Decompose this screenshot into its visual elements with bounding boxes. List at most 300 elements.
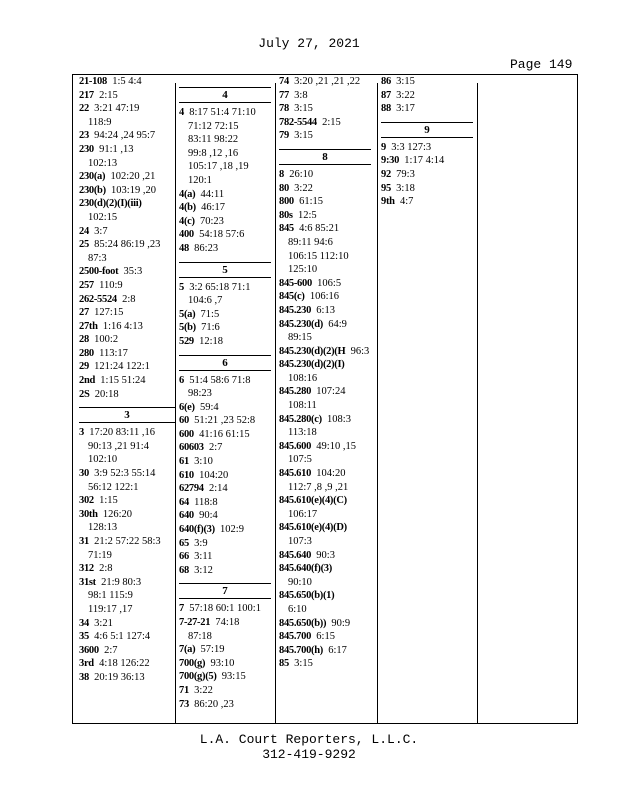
index-entry [79, 630, 175, 644]
index-term: 230(b) [79, 184, 106, 196]
index-entry-continuation [279, 331, 371, 345]
index-entry [279, 116, 371, 130]
page-line-refs: 90:10 [288, 576, 312, 588]
page-line-refs: 56:12 122:1 [88, 481, 139, 493]
index-term: 845.640 [279, 549, 312, 561]
index-entry [279, 440, 371, 454]
index-term: 92 [381, 168, 391, 180]
page-line-refs: 102:9 [220, 524, 244, 536]
page-line-refs: 1:16 4:13 [102, 320, 143, 332]
page-line-refs: 3:21 47:19 [94, 103, 140, 115]
index-term: 312 [79, 563, 94, 575]
page-line-refs: 127:15 [94, 307, 124, 319]
page-line-refs: 90:13 ,21 91:4 [88, 440, 149, 452]
index-term: 27th [79, 320, 98, 332]
page-line-refs: 3:22 [194, 684, 213, 696]
index-entry-continuation [179, 174, 271, 188]
page-number: Page 149 [510, 57, 573, 72]
index-entry [381, 75, 473, 89]
index-column-4 [381, 75, 473, 723]
index-entry [381, 141, 473, 155]
page-line-refs: 49:10 ,15 [316, 440, 356, 452]
index-term: 85 [279, 658, 289, 670]
index-term: 31 [79, 536, 89, 547]
index-entry [79, 576, 175, 590]
index-entry [179, 441, 271, 455]
index-term: 257 [79, 279, 94, 291]
index-term: 73 [179, 698, 189, 710]
index-term: 700(g)(5) [179, 671, 217, 683]
index-entry [79, 129, 175, 143]
page-line-refs: 6:15 [316, 631, 335, 643]
index-term: 23 [79, 130, 89, 142]
index-entry [279, 521, 371, 535]
page-line-refs: 4:6 5:1 127:4 [94, 631, 151, 643]
index-term: 60603 [179, 442, 204, 454]
page-line-refs: 93:10 [210, 657, 235, 669]
page-line-refs: 89:15 [288, 332, 312, 344]
index-entry [79, 279, 175, 293]
index-entry [79, 467, 175, 481]
index-term: 280 [79, 347, 94, 359]
page-line-refs: 3:11 [194, 551, 213, 563]
index-term: 3600 [79, 644, 99, 656]
footer-phone: 312-419-9292 [262, 747, 356, 762]
page-line-refs: 4:6 85:21 [299, 223, 340, 235]
page-line-refs: 3:15 [294, 658, 313, 670]
index-entry-continuation [79, 481, 175, 495]
section-header: 6 [179, 355, 271, 371]
page-line-refs: 3:8 [294, 89, 308, 101]
page-line-refs: 86:23 [194, 242, 219, 254]
index-entry [179, 469, 271, 483]
page-line-refs: 125:10 [288, 264, 318, 276]
page-line-refs: 3:9 52:3 55:14 [94, 468, 156, 480]
index-term: 400 [179, 229, 194, 241]
index-entry [79, 89, 175, 103]
page-line-refs: 2:15 [322, 116, 341, 128]
index-term: 62794 [179, 483, 204, 495]
page-line-refs: 3:15 [294, 103, 313, 115]
index-entry [79, 170, 175, 184]
page-line-refs: 4:18 126:22 [99, 658, 150, 670]
index-term: 6(e) [179, 401, 195, 413]
index-term: 3 [79, 427, 84, 439]
index-entry-continuation [79, 157, 175, 171]
page-line-refs: 51:21 ,23 52:8 [194, 415, 256, 427]
page-line-refs: 107:24 [316, 386, 346, 398]
page-line-refs: 2:14 [209, 483, 228, 495]
page-line-refs: 79:3 [396, 168, 415, 180]
index-entry [179, 374, 271, 388]
index-term: 87 [381, 89, 391, 101]
index-column-5 [481, 75, 573, 723]
page-line-refs: 3:15 [294, 130, 313, 142]
index-entry [279, 304, 371, 318]
page-line-refs: 128:13 [88, 522, 118, 534]
index-entry [79, 644, 175, 658]
index-term: 86 [381, 76, 391, 87]
index-term: 845.600 [279, 440, 312, 452]
page-line-refs: 102:10 [88, 454, 118, 466]
index-term: 29 [79, 361, 89, 373]
column-divider [175, 83, 176, 723]
index-entry [79, 197, 175, 211]
index-entry [381, 154, 473, 168]
index-term: 640 [179, 510, 194, 522]
index-entry [179, 698, 271, 712]
index-entry [279, 290, 371, 304]
page-line-refs: 3:12 [194, 564, 213, 576]
column-divider [377, 83, 378, 723]
index-term: 7(a) [179, 644, 196, 656]
index-entry [279, 413, 371, 427]
index-term: 529 [179, 335, 194, 347]
index-term: 610 [179, 469, 194, 481]
page-line-refs: 112:7 ,8 ,9 ,21 [288, 481, 349, 493]
page-line-refs: 110:9 [99, 279, 123, 291]
index-entry [79, 143, 175, 157]
index-entry [381, 182, 473, 196]
page-line-refs: 4:7 [399, 196, 414, 208]
page-line-refs: 26:10 [289, 168, 314, 180]
page-line-refs: 118:9 [88, 116, 112, 128]
page-line-refs: 102:15 [88, 211, 118, 223]
index-entry [179, 414, 271, 428]
index-term: 9:30 [381, 155, 400, 167]
index-term: 71 [179, 684, 189, 696]
index-entry [79, 293, 175, 307]
index-term: 845.280(c) [279, 413, 322, 425]
page-line-refs: 1:17 4:14 [404, 155, 445, 167]
page-line-refs: 8:17 51:4 71:10 [189, 107, 256, 118]
index-entry-continuation [279, 453, 371, 467]
page-line-refs: 3:10 [194, 456, 213, 468]
index-term: 302 [79, 495, 94, 507]
index-entry [279, 75, 371, 89]
page-line-refs: 90:4 [199, 510, 218, 522]
footer [0, 732, 618, 762]
index-entry-continuation [179, 294, 271, 308]
page-line-refs: 3:18 [396, 182, 415, 194]
page-line-refs: 6:13 [316, 304, 335, 316]
page-line-refs: 21:2 57:22 58:3 [94, 536, 161, 547]
index-entry [79, 75, 175, 89]
index-entry-continuation [279, 236, 371, 250]
page-line-refs: 74:18 [215, 617, 240, 628]
page-line-refs: 107:5 [288, 454, 312, 466]
index-term: 27 [79, 307, 89, 319]
index-entry [79, 508, 175, 522]
index-term: 782-5544 [279, 116, 317, 128]
index-entry [279, 385, 371, 399]
index-entry [179, 215, 271, 229]
index-entry-continuation [79, 211, 175, 225]
index-entry [79, 225, 175, 239]
section-header: 4 [179, 87, 271, 103]
index-entry-continuation [179, 133, 271, 147]
page-line-refs: 2:8 [122, 293, 136, 305]
index-entry [279, 630, 371, 644]
index-entry [179, 106, 271, 120]
index-entry [279, 129, 371, 143]
index-column-3 [279, 75, 371, 723]
index-entry-continuation [179, 160, 271, 174]
index-term: 24 [79, 225, 89, 237]
index-entry-continuation [279, 426, 371, 440]
page-line-refs: 94:24 ,24 95:7 [94, 130, 156, 142]
page-line-refs: 102:13 [88, 157, 118, 169]
index-entry [279, 222, 371, 236]
index-entry [179, 657, 271, 671]
index-entry [79, 535, 175, 549]
index-entry [179, 482, 271, 496]
index-term: 700(g) [179, 657, 206, 669]
page-line-refs: 6:17 [328, 644, 347, 656]
index-entry-continuation [279, 263, 371, 277]
index-entry-continuation [179, 387, 271, 401]
index-entry [279, 318, 371, 332]
index-entry [279, 562, 371, 576]
footer-company: L.A. Court Reporters, L.L.C. [199, 732, 419, 747]
page-line-refs: 126:20 [102, 508, 133, 520]
index-term: 74 [279, 76, 289, 87]
index-entry [279, 657, 371, 671]
index-term: 25 [79, 239, 89, 251]
index-term: 640(f)(3) [179, 524, 215, 536]
page-line-refs: 2:7 [104, 644, 118, 656]
index-term: 2500-foot [79, 266, 119, 278]
section-header: 8 [279, 149, 371, 165]
page-line-refs: 106:16 [309, 291, 340, 303]
page-line-refs: 108:16 [288, 372, 318, 384]
section-header: 7 [179, 583, 271, 599]
index-entry [279, 102, 371, 116]
index-term: 845.280 [279, 386, 312, 398]
page-line-refs: 3:9 [194, 537, 208, 549]
page-line-refs: 3:15 [396, 76, 415, 87]
page-line-refs: 90:9 [331, 617, 351, 629]
index-entry-continuation [279, 508, 371, 522]
index-term: 3rd [79, 658, 94, 670]
index-entry-continuation [79, 521, 175, 535]
page-line-refs: 17:20 83:11 ,16 [89, 427, 156, 439]
page-line-refs: 3:21 [94, 617, 113, 629]
index-term: 22 [79, 103, 89, 115]
index-term: 8 [279, 168, 284, 180]
index-term: 2S [79, 388, 90, 400]
index-entry [279, 589, 371, 603]
index-term: 30th [79, 508, 98, 520]
index-entry-continuation [279, 372, 371, 386]
index-term: 80s [279, 209, 293, 221]
index-entry [279, 195, 371, 209]
page-line-refs: 120:1 [188, 174, 212, 186]
index-term: 845.230(d)(2)(H [279, 345, 346, 357]
index-term: 88 [381, 103, 391, 115]
index-entry [279, 277, 371, 291]
page-line-refs: 2:8 [99, 563, 113, 575]
index-entry [381, 102, 473, 116]
index-entry-continuation [79, 603, 175, 617]
index-entry [179, 335, 271, 349]
page-line-refs: 20:18 [94, 388, 119, 400]
page-line-refs: 57:19 [200, 644, 225, 656]
section-header: 3 [79, 407, 175, 423]
index-term: 845.230(d)(2)(I) [279, 359, 345, 371]
index-entry [179, 496, 271, 510]
index-entry [279, 358, 371, 372]
index-entry [79, 265, 175, 279]
page-line-refs: 106:5 [317, 277, 342, 289]
index-term: 65 [179, 537, 189, 549]
index-term: 7 [179, 603, 184, 615]
page-line-refs: 3:17 [396, 103, 415, 115]
index-entry [279, 345, 371, 359]
index-term: 77 [279, 89, 289, 101]
page-line-refs: 113:17 [99, 347, 128, 359]
page-line-refs: 121:24 122:1 [94, 361, 150, 373]
page-line-refs: 99:8 ,12 ,16 [188, 147, 239, 159]
index-entry [179, 643, 271, 657]
index-entry [179, 537, 271, 551]
index-entry [179, 564, 271, 578]
page-line-refs: 98:23 [188, 388, 212, 400]
page-line-refs: 3:22 [396, 89, 415, 101]
page-line-refs: 57:18 60:1 100:1 [189, 603, 261, 615]
page-line-refs: 20:19 36:13 [94, 671, 145, 683]
index-term: 5 [179, 281, 184, 293]
index-term: 845(c) [279, 291, 305, 303]
index-term: 21-108 [79, 76, 107, 87]
index-entry [179, 321, 271, 335]
page-line-refs: 3:7 [94, 225, 108, 237]
index-entry [79, 426, 175, 440]
index-entry-continuation [279, 481, 371, 495]
index-entry-continuation [179, 630, 271, 644]
index-term: 845.700 [279, 631, 312, 643]
page-line-refs: 12:18 [199, 335, 224, 347]
index-entry [79, 360, 175, 374]
index-term: 48 [179, 242, 189, 254]
index-entry-continuation [79, 549, 175, 563]
index-term: 9th [381, 196, 395, 208]
index-entry [179, 242, 271, 256]
index-entry [79, 184, 175, 198]
page-line-refs: 113:18 [288, 427, 317, 439]
page-line-refs: 71:6 [201, 322, 220, 334]
index-term: 4 [179, 107, 184, 118]
page-line-refs: 103:19 ,20 [111, 184, 156, 196]
index-term: 95 [381, 182, 391, 194]
index-entry [179, 523, 271, 537]
index-entry [179, 684, 271, 698]
page-line-refs: 54:18 57:6 [199, 229, 245, 241]
index-entry [381, 89, 473, 103]
index-entry-continuation [179, 147, 271, 161]
index-term: 4(b) [179, 202, 196, 214]
page-line-refs: 89:11 94:6 [288, 236, 333, 248]
page-line-refs: 3:20 ,21 ,21 ,22 [294, 76, 361, 87]
index-term: 845.650(b)) [279, 617, 327, 629]
index-term: 230(d)(2)(I)(iii) [79, 198, 142, 210]
page-line-refs: 87:3 [88, 252, 107, 264]
page-line-refs: 104:20 [199, 469, 229, 481]
index-term: 64 [179, 496, 189, 508]
index-term: 2nd [79, 375, 96, 387]
page-line-refs: 3:22 [294, 182, 313, 194]
index-column-1 [79, 75, 175, 723]
page-line-refs: 46:17 [201, 202, 226, 214]
index-term: 5(a) [179, 308, 196, 320]
page-line-refs: 105:17 ,18 ,19 [188, 161, 249, 173]
page-line-refs: 41:16 61:15 [199, 428, 250, 440]
section-header: 5 [179, 262, 271, 278]
page-line-refs: 108:11 [288, 400, 317, 412]
index-term: 845.230 [279, 304, 312, 316]
index-column-2 [179, 75, 271, 723]
index-entry [179, 509, 271, 523]
page-line-refs: 44:11 [200, 188, 225, 200]
index-term: 34 [79, 617, 89, 629]
index-term: 845.610 [279, 468, 312, 480]
page-line-refs: 107:3 [288, 536, 312, 547]
section-header: 9 [381, 122, 473, 138]
column-divider [275, 83, 276, 723]
index-term: 4(c) [179, 215, 195, 227]
index-term: 845.230(d) [279, 318, 323, 330]
page-line-refs: 21:9 80:3 [101, 576, 142, 588]
page-line-refs: 1:15 51:24 [100, 375, 146, 387]
page-line-refs: 85:24 86:19 ,23 [94, 239, 161, 251]
index-entry [79, 657, 175, 671]
index-entry-continuation [279, 399, 371, 413]
index-entry [79, 347, 175, 361]
index-term: 845.610(e)(4)(C) [279, 495, 347, 507]
page-line-refs: 61:15 [299, 196, 324, 208]
page-line-refs: 106:15 112:10 [288, 250, 349, 262]
index-term: 262-5524 [79, 293, 117, 305]
index-entry [79, 617, 175, 631]
page-line-refs: 2:7 [209, 442, 223, 454]
page-line-refs: 106:17 [288, 508, 318, 520]
page-line-refs: 87:18 [188, 630, 212, 642]
index-entry-continuation [79, 453, 175, 467]
index-entry [279, 467, 371, 481]
index-term: 38 [79, 671, 89, 683]
index-entry [79, 320, 175, 334]
index-entry-continuation [279, 535, 371, 549]
index-entry [79, 374, 175, 388]
index-entry [279, 168, 371, 182]
index-entry-continuation [279, 603, 371, 617]
index-term: 5(b) [179, 322, 196, 334]
page-line-refs: 51:4 58:6 71:8 [189, 374, 251, 386]
index-term: 35 [79, 631, 89, 643]
index-entry [79, 333, 175, 347]
index-entry [179, 455, 271, 469]
index-entry [179, 201, 271, 215]
page-line-refs: 70:23 [199, 215, 224, 227]
index-entry [79, 102, 175, 116]
page-line-refs: 1:5 4:4 [112, 76, 142, 87]
index-entry [79, 494, 175, 508]
index-entry-continuation [79, 116, 175, 130]
index-entry [179, 281, 271, 295]
index-entry [179, 228, 271, 242]
index-term: 800 [279, 196, 294, 208]
index-entry [179, 401, 271, 415]
